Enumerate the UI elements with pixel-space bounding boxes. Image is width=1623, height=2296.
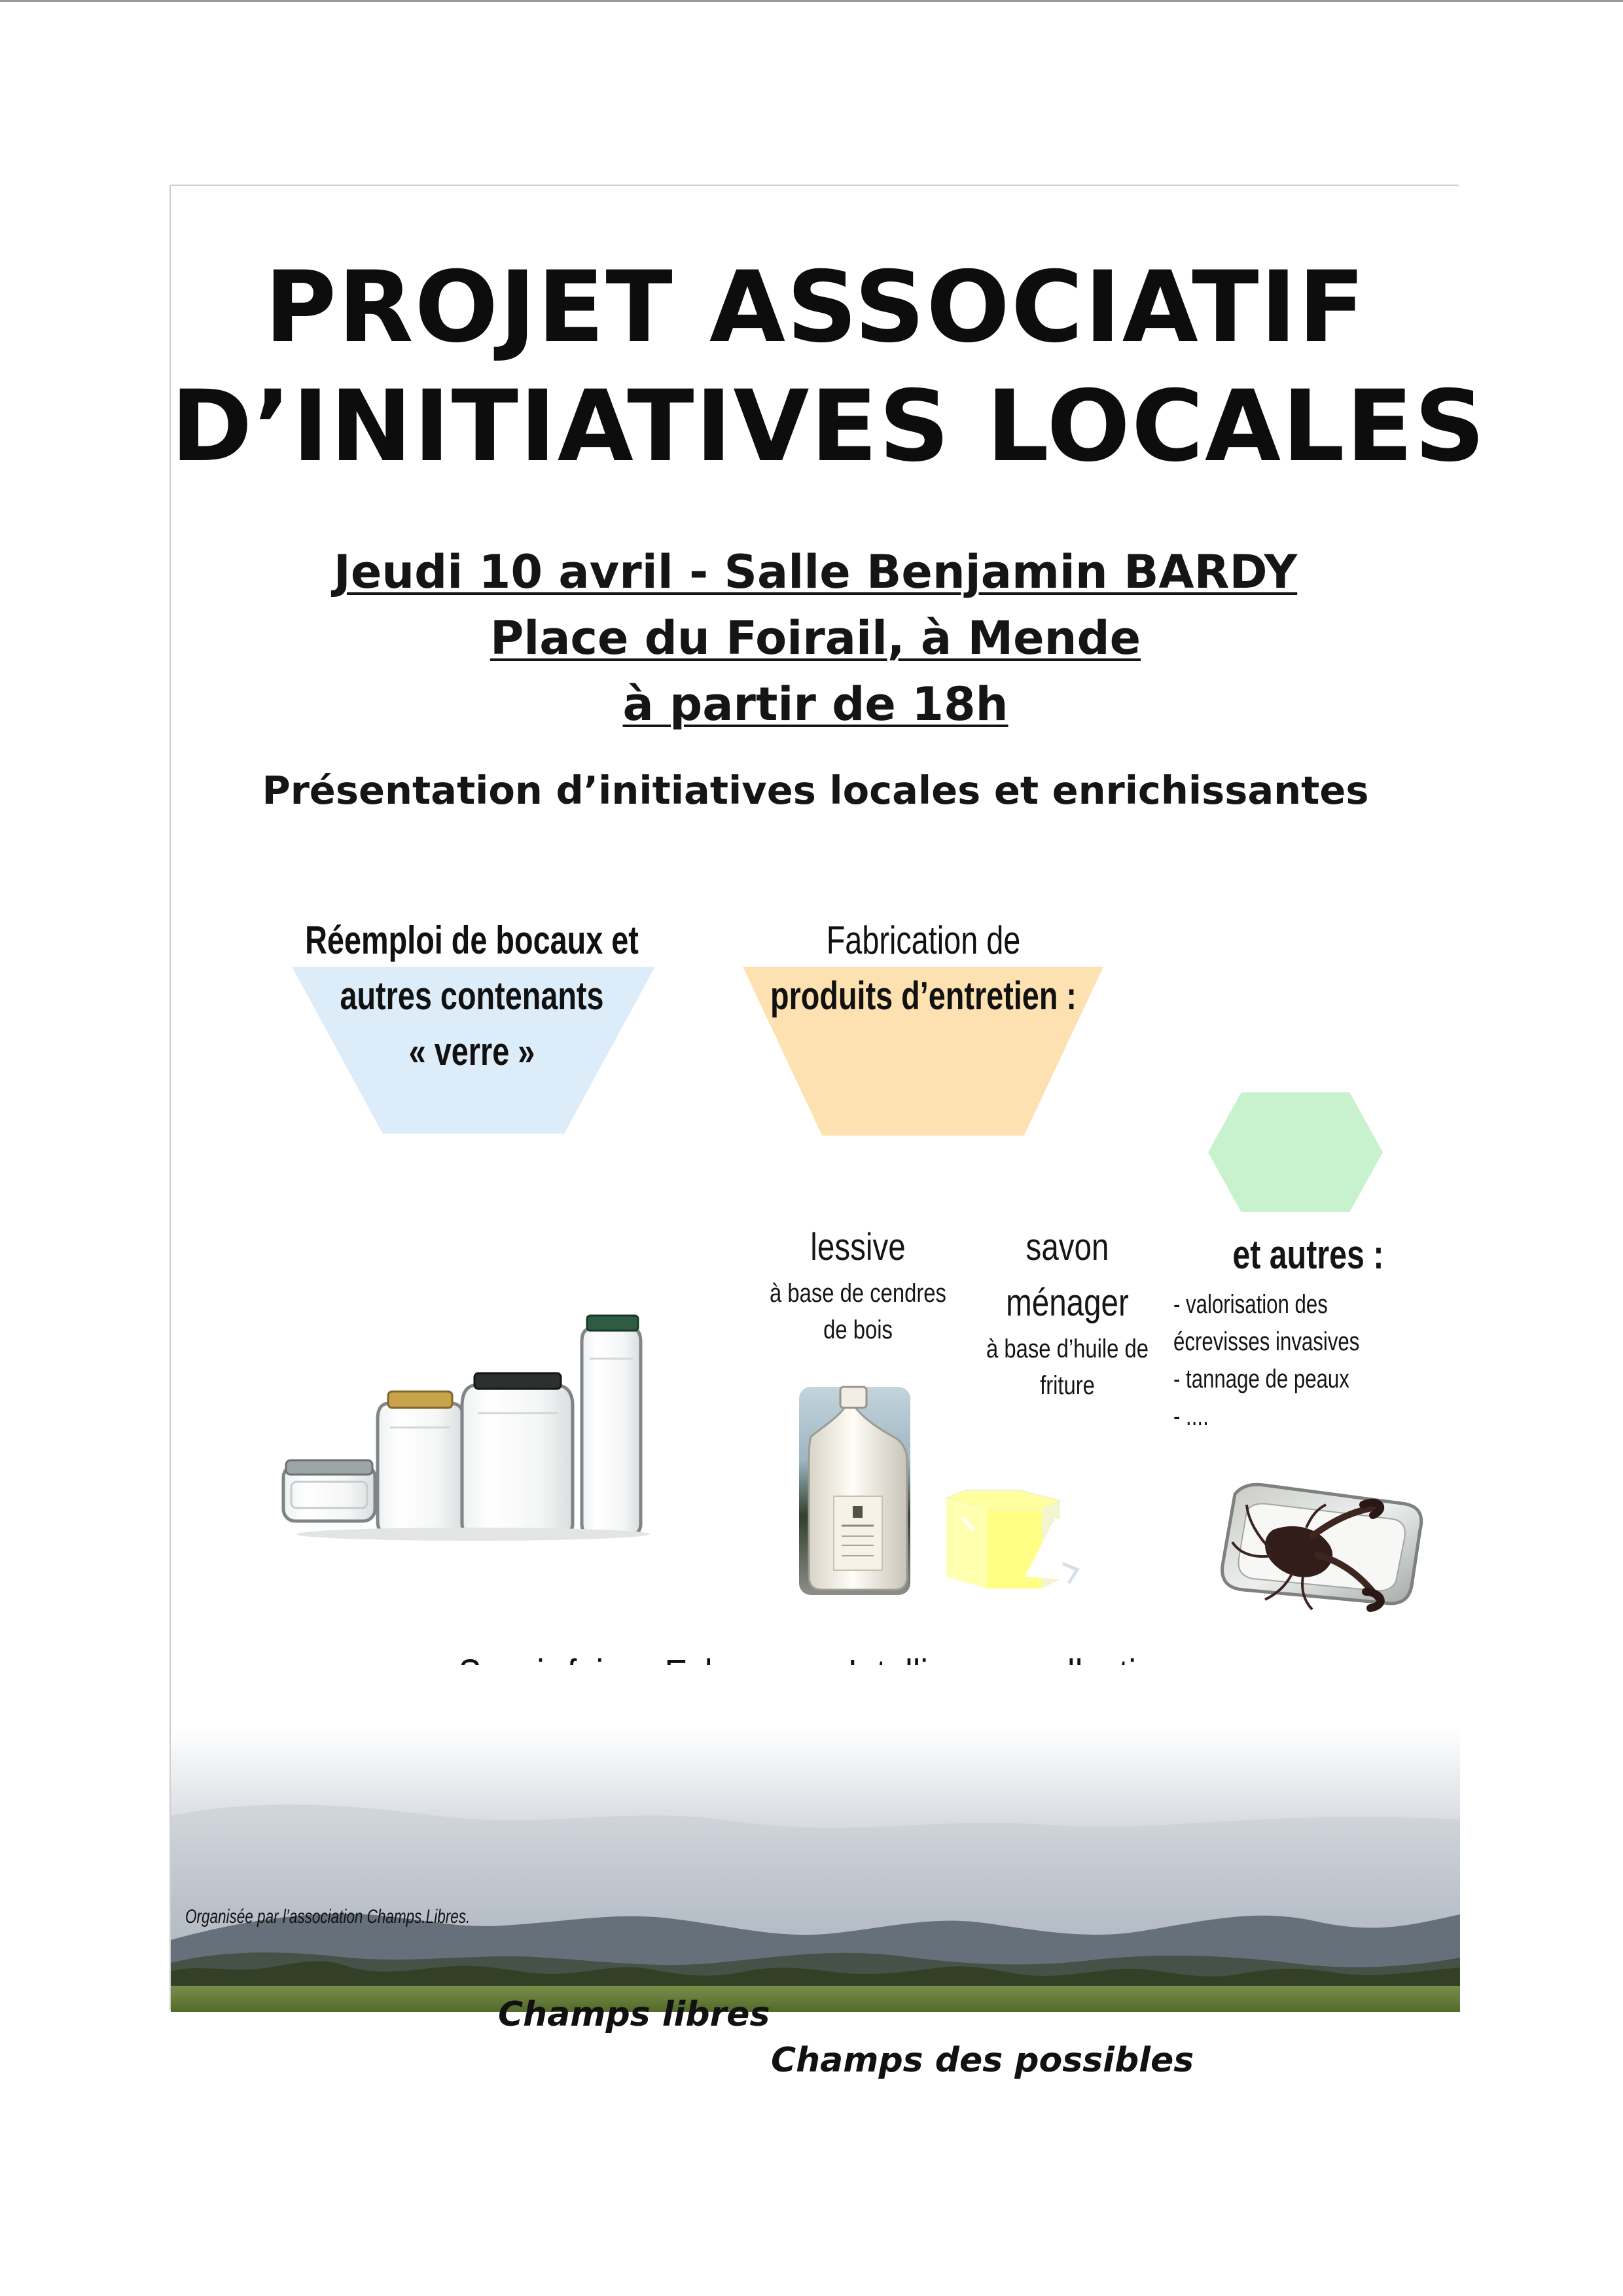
motto-line-2: Champs des possibles: [771, 2041, 1194, 2080]
page-top-line: [0, 0, 1623, 2]
lessive-bottle-image: [773, 1204, 923, 1596]
savon-detail-1: à base d’huile de: [986, 1335, 1149, 1363]
lessive-title: lessive: [810, 1226, 906, 1268]
event-time: à partir de 18h: [622, 677, 1008, 731]
reuse-line-3: « verre »: [408, 1030, 535, 1073]
poster-title: [171, 248, 1487, 486]
savon-detail-2: friture: [1040, 1371, 1095, 1400]
event-details: [171, 539, 1460, 738]
presentation-text: Présentation d’initiatives locales et enrichissantes: [262, 768, 1369, 813]
event-poster: [169, 185, 1487, 2080]
other-item-1: - valorisation des: [1173, 1290, 1328, 1319]
other-item-3: - tannage de peaux: [1173, 1365, 1349, 1393]
other-initiatives-title: et autres :: [1232, 1232, 1384, 1278]
reuse-line-1: Réemploi de bocaux et: [305, 918, 639, 962]
reuse-heading: [293, 912, 651, 1079]
green-hexagon-shape: [1208, 1092, 1383, 1212]
organizer-text: Organisée par l’association Champs.Libres.: [185, 1906, 471, 1928]
savon-title-2: ménager: [1006, 1282, 1129, 1324]
crayfish-image: [1211, 1269, 1427, 1629]
event-address: Place du Foirail, à Mende: [490, 611, 1141, 665]
soap-cube-image: [920, 1269, 1097, 1596]
lessive-detail-1: à base de cendres: [770, 1279, 946, 1308]
cleaning-line-1: Fabrication de: [826, 918, 1021, 962]
title-line-1: PROJET ASSOCIATIF: [264, 251, 1366, 365]
lessive-detail-2: de bois: [823, 1316, 893, 1344]
landscape-image: [171, 1665, 1460, 2012]
event-date-location: Jeudi 10 avril - Salle Benjamin BARDY: [333, 545, 1298, 599]
title-line-2: D’INITIATIVES LOCALES: [171, 370, 1487, 484]
other-item-4: - ....: [1173, 1402, 1209, 1431]
motto-line-1: Champs libres: [498, 1995, 770, 2034]
reuse-line-2: autres contenants: [340, 974, 604, 1018]
glass-jars-image: [277, 1246, 643, 1541]
other-item-2: écrevisses invasives: [1173, 1327, 1360, 1356]
savon-title-1: savon: [1026, 1226, 1109, 1268]
cleaning-line-2: produits d’entretien :: [770, 974, 1077, 1018]
cleaning-products-heading: [745, 912, 1102, 1024]
